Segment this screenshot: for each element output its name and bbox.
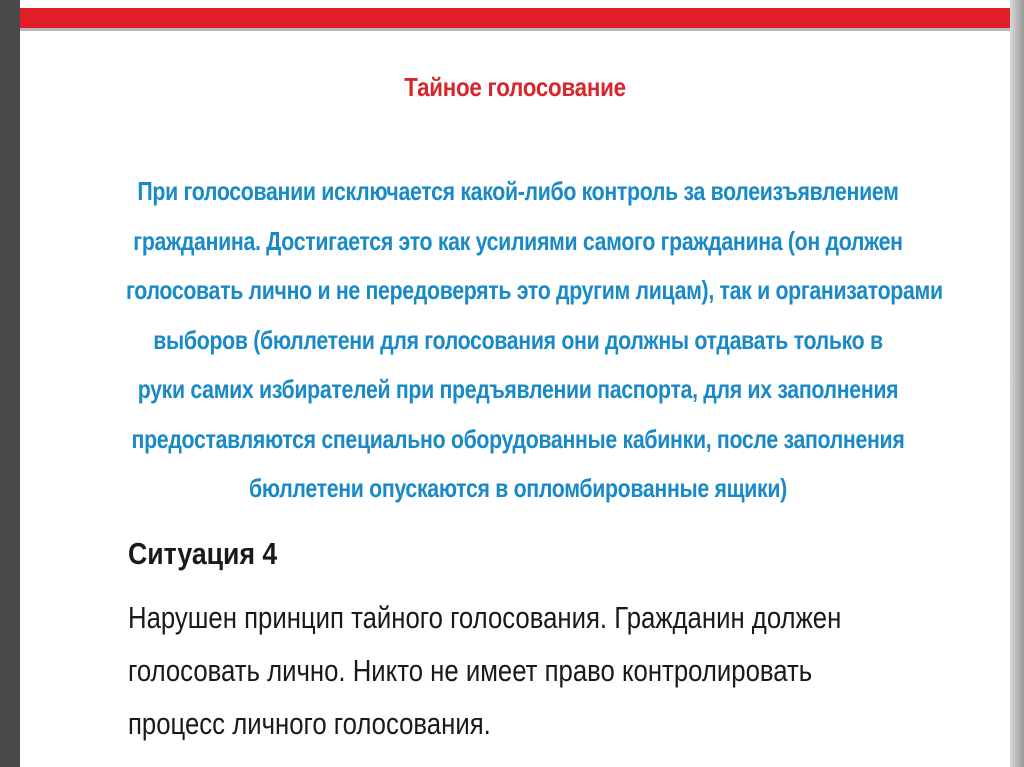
definition-line: гражданина. Достигается это как усилиями самого гражданина (он должен: [133, 225, 903, 256]
situation-line: процесс личного голосования.: [128, 706, 491, 741]
situation-line: Нарушен принцип тайного голосования. Гражданин должен: [128, 600, 842, 635]
red-header-bar: [20, 8, 1010, 28]
situation-heading: Ситуация 4: [128, 536, 278, 571]
left-frame-edge: [0, 0, 20, 767]
top-white-band: [20, 0, 1010, 8]
definition-line: выборов (бюллетени для голосования они должны отдавать только в: [153, 324, 883, 355]
situation-paragraph: [128, 591, 987, 750]
definition-line: При голосовании исключается какой-либо контроль за волеизъявлением: [137, 176, 899, 206]
definition-line: бюллетени опускаются в опломбированные ящики): [249, 473, 787, 503]
slide-title: Тайное голосование: [404, 72, 626, 102]
right-frame-edge: [1010, 0, 1024, 767]
definition-line: голосовать лично и не передоверять это другим лицам), так и организаторами: [126, 275, 943, 305]
definition-line: предоставляются специально оборудованные кабинки, после заполнения: [131, 423, 905, 454]
situation-line: голосовать лично. Никто не имеет право контролировать: [128, 653, 813, 688]
definition-line: руки самих избирателей при предъявлении паспорта, для их заполнения: [137, 374, 899, 404]
header-bar-shadow: [20, 28, 1010, 31]
definition-paragraph: [40, 167, 996, 514]
